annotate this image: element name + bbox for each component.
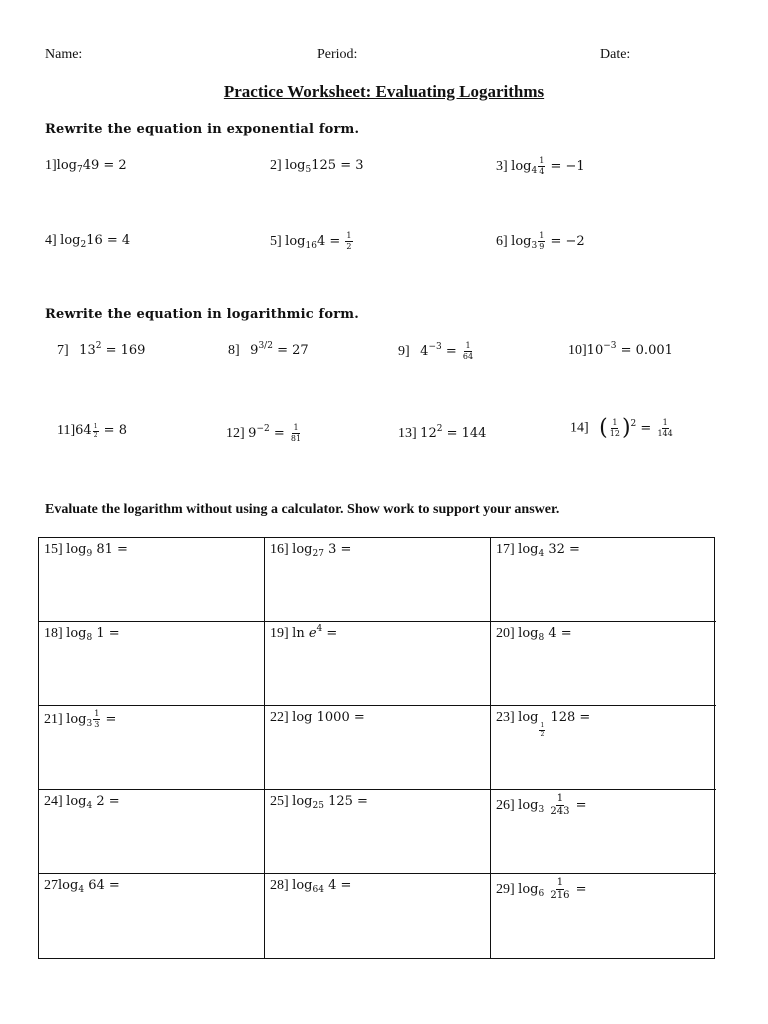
grid-cell-20[interactable]: [491, 622, 716, 706]
problem-12: 12] $9^{-2}$ = $\frac{1}{81}$: [226, 423, 302, 443]
section-heading-evaluate: Evaluate the logarithm without using a calculator. Show work to support your answer.: [45, 502, 560, 517]
problem-1: $1]\log_749 = 2$: [45, 158, 127, 175]
grid-cell-19[interactable]: [265, 622, 491, 706]
grid-cell-25[interactable]: [265, 790, 491, 874]
problem-19: 19] $\ln e^4$ =: [270, 624, 338, 641]
problem-15: 15] $\log_9 81$ =: [44, 542, 128, 559]
problem-8: 8] $9^{3/2} = 27$: [228, 341, 309, 358]
problem-22: 22] log 1000 =: [270, 710, 365, 725]
period-label: Period:: [317, 47, 358, 62]
problem-27: $27\log_4$ 64 =: [44, 878, 120, 895]
problem-13: 13] $12^2 = 144$: [398, 424, 487, 441]
problem-14: 14] ( $\frac{1}{12}$ )$^2$ = $\frac{1}{144}$: [570, 415, 673, 440]
problem-23: 23] log $\frac{1}{2}$ 128 =: [496, 710, 591, 738]
section-heading-exponential: Rewrite the equation in exponential form.: [45, 122, 360, 137]
problem-17: 17] $\log_4 32$ =: [496, 542, 580, 559]
problem-18: 18] $\log_8 1$ =: [44, 626, 120, 643]
grid-cell-27[interactable]: [39, 874, 265, 958]
grid-cell-18[interactable]: [39, 622, 265, 706]
problem-5: 5] $\log_{16}4$ = $\frac{1}{2}$: [270, 231, 352, 251]
grid-cell-23[interactable]: [491, 706, 716, 790]
problem-4: 4] $\log_216 = 4$: [45, 233, 131, 250]
grid-cell-24[interactable]: [39, 790, 265, 874]
name-label: Name:: [45, 47, 83, 62]
problem-20: 20] $\log_8 4$ =: [496, 626, 572, 643]
answer-grid: [38, 537, 715, 959]
grid-cell-21[interactable]: [39, 706, 265, 790]
grid-cell-16[interactable]: [265, 538, 491, 622]
problem-11: 11]64 $\frac{1}{2}$ = 8: [57, 423, 127, 439]
problem-25: 25] $\log_{25} 125$ =: [270, 794, 368, 811]
problem-29: 29] $\log_6$ $\frac{1}{216}$ =: [496, 877, 587, 901]
problem-6: 6] $\log_3$ $\frac{1}{9}$ = −2: [496, 231, 585, 251]
problem-28: 28] $\log_{64} 4$ =: [270, 878, 352, 895]
problem-2: 2] $\log_5125 = 3$: [270, 158, 364, 175]
worksheet-title: Practice Worksheet: Evaluating Logarithms: [223, 82, 545, 101]
grid-cell-17[interactable]: [491, 538, 716, 622]
grid-cell-29[interactable]: [491, 874, 716, 958]
problem-9: 9] $4^{-3}$ = $\frac{1}{64}$: [398, 341, 474, 361]
problem-10: $10]10^{-3} = 0.001$: [568, 341, 673, 358]
problem-7: 7] $13^2 = 169$: [57, 341, 146, 358]
grid-cell-26[interactable]: [491, 790, 716, 874]
problem-3: 3] $\log_4$ $\frac{1}{4}$ = −1: [496, 156, 585, 176]
section-heading-logarithmic: Rewrite the equation in logarithmic form.: [45, 307, 359, 322]
problem-21: 21] $\log_3$ $\frac{1}{3}$ =: [44, 709, 117, 729]
problem-16: 16] $\log_{27} 3$ =: [270, 542, 352, 559]
grid-cell-22[interactable]: [265, 706, 491, 790]
date-label: Date:: [600, 47, 631, 62]
grid-cell-15[interactable]: [39, 538, 265, 622]
problem-26: 26] $\log_3$ $\frac{1}{243}$ =: [496, 793, 587, 817]
problem-24: 24] $\log_4 2$ =: [44, 794, 120, 811]
grid-cell-28[interactable]: [265, 874, 491, 958]
